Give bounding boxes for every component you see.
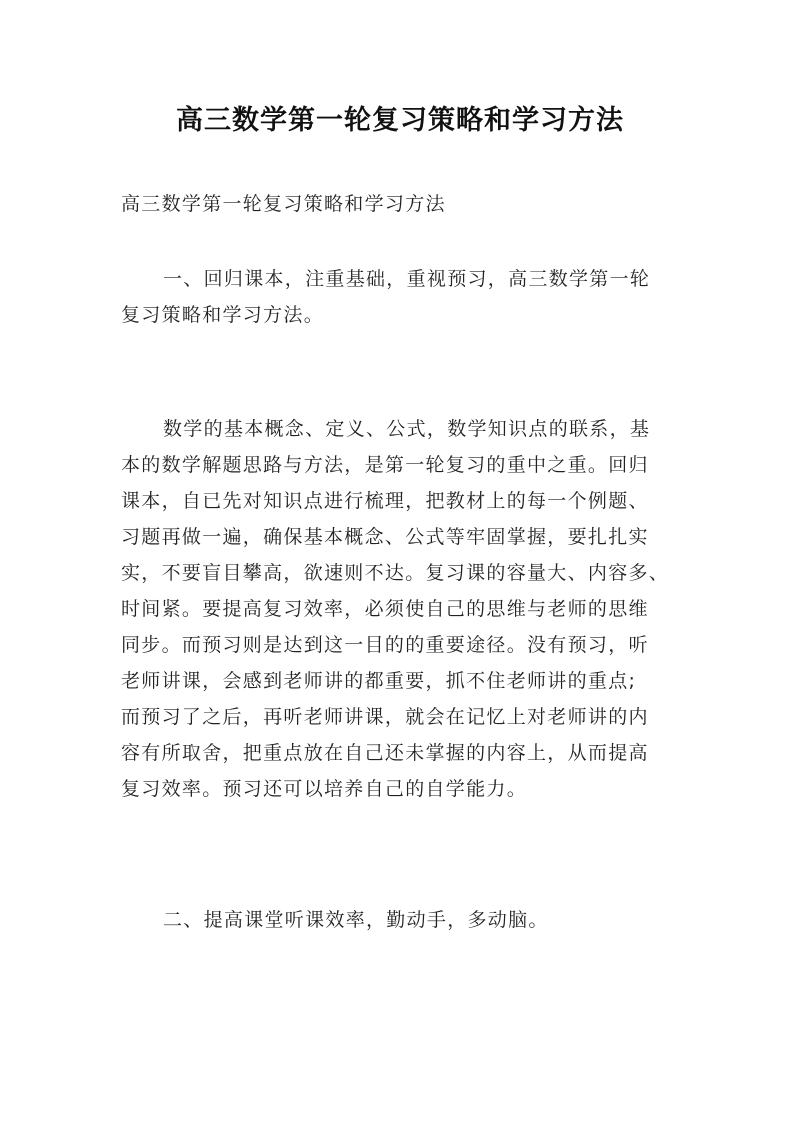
paragraph-line: 容有所取舍，把重点放在自己还未掌握的内容上，从而提高 [121,742,649,764]
paragraph-line: 课本，自已先对知识点进行梳理，把教材上的每一个例题、 [121,490,649,512]
paragraph-line: 本的数学解题思路与方法，是第一轮复习的重中之重。回归 [121,454,649,476]
paragraph-line: 而预习了之后，再听老师讲课，就会在记忆上对老师讲的内 [121,706,649,728]
section-heading-line: 二、提高课堂听课效率，勤动手，多动脑。 [163,909,549,931]
paragraph-line: 老师讲课，会感到老师讲的都重要，抓不住老师讲的重点; [121,670,637,692]
paragraph-line: 实，不要盲目攀高，欲速则不达。复习课的容量大、内容多、 [121,562,670,584]
paragraph-line: 时间紧。要提高复习效率，必须使自己的思维与老师的思维 [121,598,649,620]
paragraph-line: 同步。而预习则是达到这一目的的重要途径。没有预习，听 [121,634,649,656]
document-subtitle: 高三数学第一轮复习策略和学习方法 [121,193,446,215]
section-heading-line: 一、回归课本，注重基础，重视预习，高三数学第一轮 [163,268,651,290]
paragraph-line: 数学的基本概念、定义、公式，数学知识点的联系，基 [163,418,651,440]
document-title: 高三数学第一轮复习策略和学习方法 [176,105,624,136]
section-heading-line: 复习策略和学习方法。 [121,304,325,326]
paragraph-line: 习题再做一遍，确保基本概念、公式等牢固掌握，要扎扎实 [121,526,649,548]
paragraph-line: 复习效率。预习还可以培养自己的自学能力。 [121,778,528,800]
